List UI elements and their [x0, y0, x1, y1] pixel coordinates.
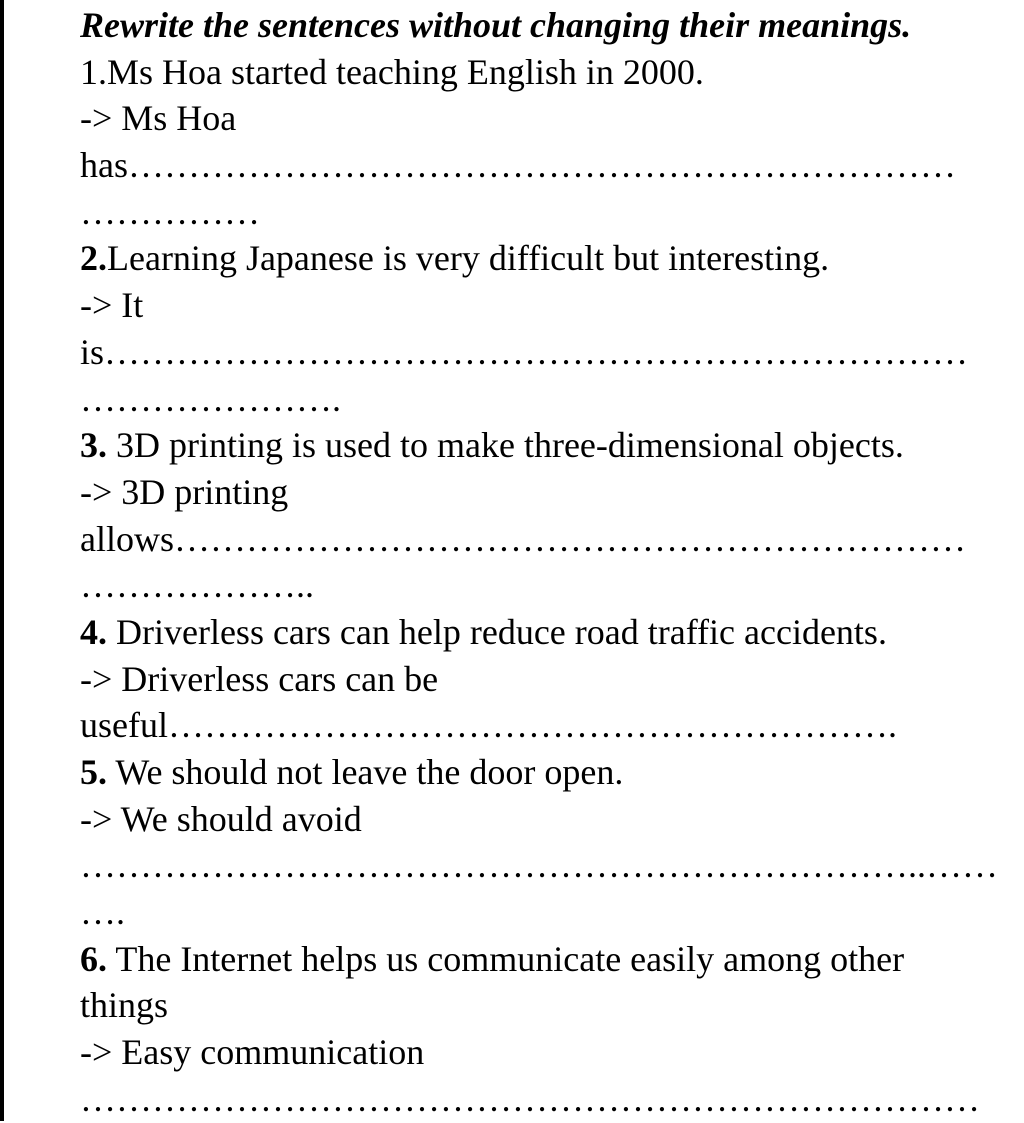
question-1-answer-dots[interactable]: …………………………………………………………… [128, 145, 956, 186]
question-5-answer-dots[interactable]: ……………………………………………………………..…… [80, 845, 998, 886]
question-1-answer-start: has [80, 145, 128, 186]
question-4-answer-dots[interactable]: ……………………………………………………. [167, 705, 897, 746]
question-2-text: Learning Japanese is very difficult but interesting. [107, 238, 830, 279]
question-6-number: 6. [80, 938, 107, 979]
question-6-answer-dots[interactable]: ………………………………………………………………… [80, 1078, 980, 1119]
question-3-prompt: -> 3D printing [80, 471, 289, 512]
question-2-answer-line[interactable] [80, 329, 1010, 376]
question-5-sentence [80, 749, 1010, 796]
question-5-number: 5. [80, 752, 107, 792]
question-1-number: 1. [80, 51, 107, 92]
question-6-sentence-continued: things [80, 985, 169, 1026]
question-5-text: We should not leave the door open. [107, 752, 624, 792]
question-4-number: 4. [80, 611, 107, 652]
question-4-answer-start: useful [80, 705, 168, 746]
worksheet-title: Rewrite the sentences without changing their meanings. [80, 5, 912, 45]
question-3-answer-dots-continued[interactable]: ……………….. [80, 565, 314, 606]
question-2-answer-dots-continued[interactable]: …………………. [80, 378, 341, 419]
question-2-answer-dots[interactable]: ……………………………………………………………… [104, 331, 969, 372]
question-3-text: 3D printing is used to make three-dimensional objects. [107, 425, 904, 466]
question-6-prompt: -> Easy communication [80, 1032, 425, 1073]
question-4-sentence [80, 609, 1010, 656]
question-1-sentence [80, 49, 1010, 96]
question-6-text: The Internet helps us communicate easily among other [107, 938, 905, 979]
question-3-sentence [80, 422, 1010, 469]
question-3-answer-start: allows [80, 518, 174, 559]
question-3-number: 3. [80, 425, 107, 466]
worksheet [80, 2, 1010, 1123]
question-2-sentence [80, 235, 1010, 282]
question-1-prompt: -> Ms Hoa [80, 98, 237, 139]
question-4-prompt: -> Driverless cars can be [80, 658, 439, 699]
question-2-prompt: -> It [80, 285, 144, 326]
question-3-answer-dots[interactable]: ………………………………………………………… [174, 518, 966, 559]
question-1-answer-dots-continued[interactable]: …………… [80, 191, 260, 232]
question-5-answer-dots-continued[interactable]: …. [80, 892, 125, 933]
question-1-text: Ms Hoa started teaching English in 2000. [107, 51, 704, 92]
question-6-sentence [80, 936, 1010, 983]
question-5-prompt: -> We should avoid [80, 798, 362, 839]
question-2-number: 2. [80, 238, 107, 279]
question-4-text: Driverless cars can help reduce road traffic accidents. [107, 611, 887, 652]
question-3-answer-line[interactable] [80, 516, 1010, 563]
question-4-answer-line[interactable] [80, 702, 1010, 749]
question-1-answer-line[interactable] [80, 142, 1010, 189]
question-2-answer-start: is [80, 331, 105, 372]
